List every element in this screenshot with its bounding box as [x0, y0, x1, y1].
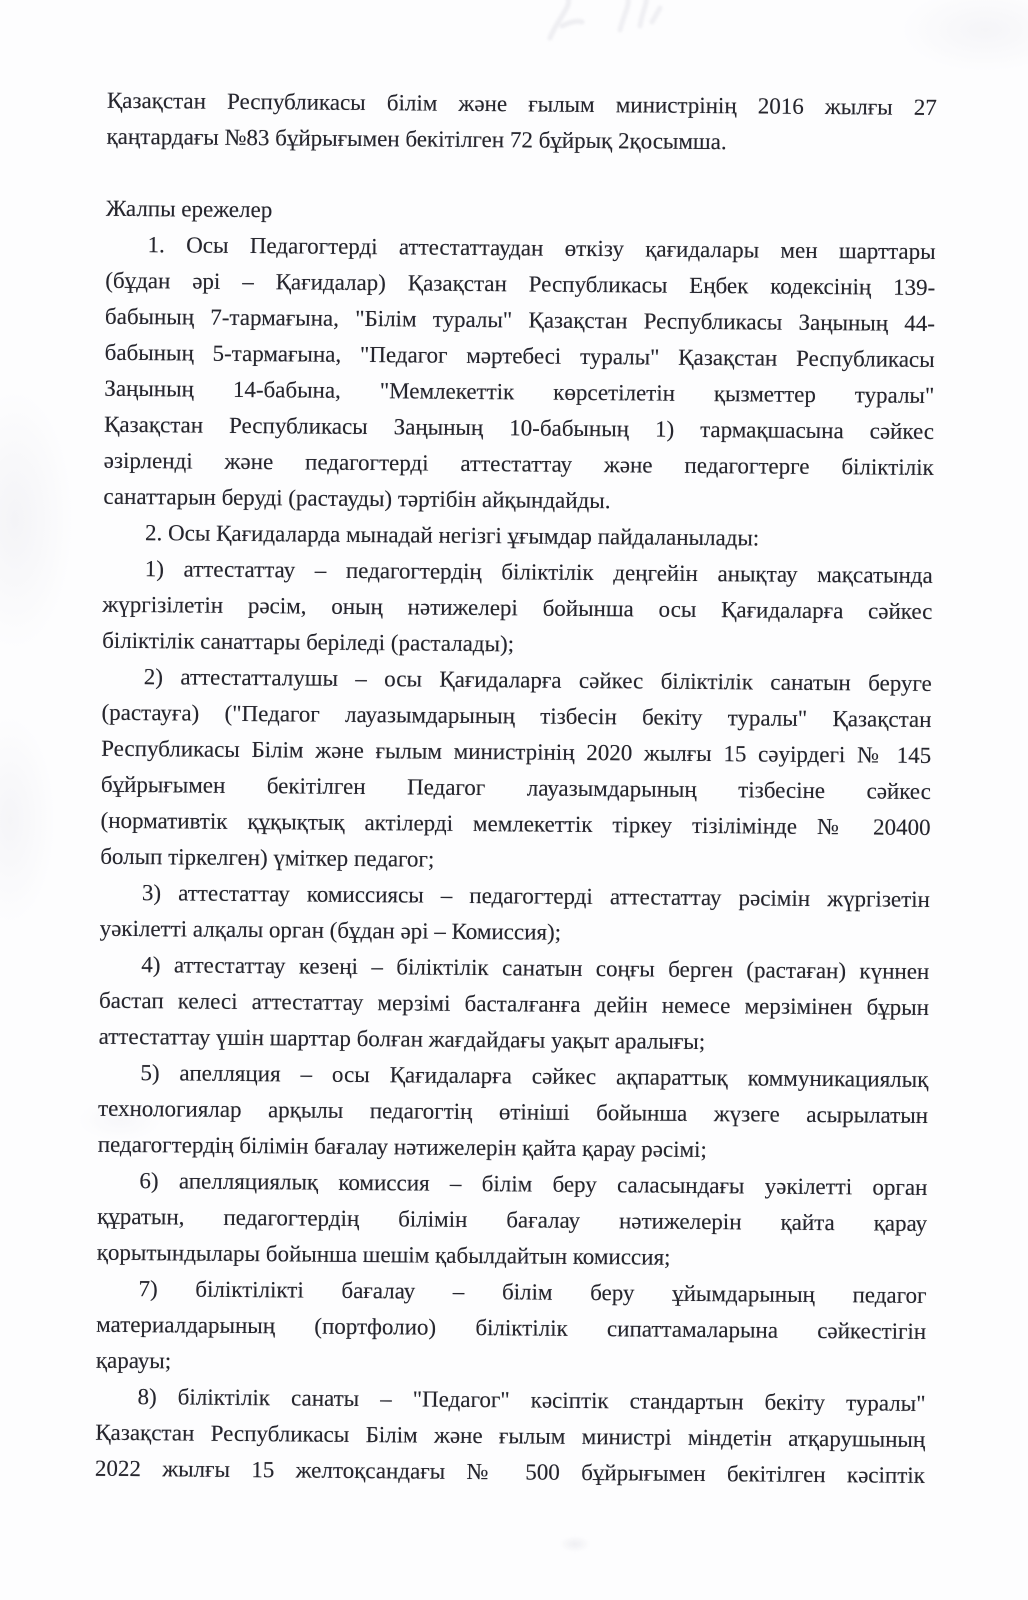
text-line: 5) апелляция – осы Қағидаларға сәйкес ақпараттық коммуникациялық [140, 1060, 929, 1092]
document-text [95, 83, 937, 1494]
text-line: 6) апелляциялық комиссия – білім беру саласындағы уәкілетті орган [139, 1168, 928, 1200]
text-line: қорытындылары бойынша шешім қабылдайтын комиссия; [96, 1239, 671, 1270]
text-line: бабының 7-тармағына, "Білім туралы" Қазақстан Республикасы Заңының 44- [104, 303, 936, 336]
text-line: 2022 жылғы 15 желтоқсандағы № 500 бұйрығымен бекітілген кәсіптік [94, 1455, 926, 1488]
text-line: 8) біліктілік санаты – "Педагог" кәсіптік стандартын бекіту туралы" [137, 1384, 926, 1416]
text-line: 4) аттестаттау кезеңі – біліктілік санатын соңғы берген (растаған) күннен [141, 952, 930, 984]
text-line: уәкілетті алқалы орган (бұдан әрі – Комиссия); [99, 915, 562, 945]
text-line: (бұдан әрі – Қағидалар) Қазақстан Республикасы Еңбек кодексінің 139- [105, 267, 936, 300]
text-line: аттестаттау үшін шарттар болған жағдайдағы уақыт аралығы; [98, 1023, 706, 1055]
text-line: 1) аттестаттау – педагогтердің біліктілік деңгейін анықтау мақсатында [144, 556, 933, 588]
text-line: Қазақстан Республикасы Білім және ғылым министрі міндетін атқарушының [95, 1419, 926, 1452]
text-line: әзірленді және педагогтерді аттестаттау және педагогтерге біліктілік [103, 447, 934, 480]
text-line: 2) аттестатталушы – осы Қағидаларға сәйкес біліктілік санатын беруге [143, 664, 932, 696]
document-header [106, 83, 937, 162]
text-line: санаттарын беруді (растауды) тәртібін айқындайды. [103, 483, 611, 514]
faint-pen-marks [528, 0, 678, 46]
scan-smudge [560, 1536, 590, 1552]
text-line: 2. Осы Қағидаларда мынадай негізгі ұғымдар пайдаланылады: [144, 520, 760, 551]
text-line: (растауға) ("Педагог лауазымдарының тізбесін бекіту туралы" Қазақстан [101, 699, 932, 732]
text-line: 1. Осы Педагогтерді аттестаттаудан өткізу қағидалары мен шарттары [147, 232, 936, 264]
text-line: Қазақстан Республикасы білім және ғылым министрінің 2016 жылғы 27 [106, 87, 937, 120]
text-line: Қазақстан Республикасы Заңының 10-бабының 1) тармақшасына сәйкес [103, 411, 935, 444]
text-line: болып тіркелген) үміткер педагог; [100, 843, 435, 872]
text-line: Республикасы Білім және ғылым министрінің 2020 жылғы 15 сәуірдегі № 145 [101, 735, 932, 768]
document-body [95, 227, 936, 1494]
text-line: жүргізілетін рәсім, оның нәтижелері бойынша осы Қағидаларға сәйкес [102, 591, 933, 624]
text-line: педагогтердің білімін бағалау нәтижелерін қайта қарау рәсімі; [97, 1131, 707, 1163]
text-line: Заңының 14-бабына, "Мемлекеттік көрсетілетін қызметтер туралы" [104, 375, 935, 408]
text-line: құратын, педагогтердің білімін бағалау нәтижелерін қайта қарау [97, 1203, 928, 1236]
text-line: бұйрығымен бекітілген Педагог лауазымдарының тізбесіне сәйкес [100, 771, 931, 804]
text-line: 7) біліктілікті бағалау – білім беру ұйымдарының педагог [138, 1276, 927, 1308]
text-line: технологиялар арқылы педагогтің өтініші бойынша жүзеге асырылатын [97, 1095, 929, 1128]
text-line: біліктілік санаттары беріледі (расталады); [102, 627, 515, 657]
text-line: қарауы; [95, 1347, 172, 1374]
text-line: қаңтардағы №83 бұйрығымен бекітілген 72 бұйрық 2қосымша. [106, 123, 727, 155]
section-title: Жалпы ережелер [105, 195, 273, 223]
text-line: бастап келесі аттестаттау мерзімі басталғанға дейін немесе мерзімінен бұрын [98, 987, 930, 1020]
text-line: бабының 5-тармағына, "Педагог мәртебесі туралы" Қазақстан Республикасы [104, 339, 935, 372]
text-line: (нормативтік құқықтық актілерді мемлекеттік тіркеу тізілімінде № 20400 [100, 807, 931, 840]
text-line: материалдарының (портфолио) біліктілік сипаттамаларына сәйкестігін [96, 1311, 927, 1344]
text-line: 3) аттестаттау комиссиясы – педагогтерді аттестаттау рәсімін жүргізетін [141, 880, 931, 912]
